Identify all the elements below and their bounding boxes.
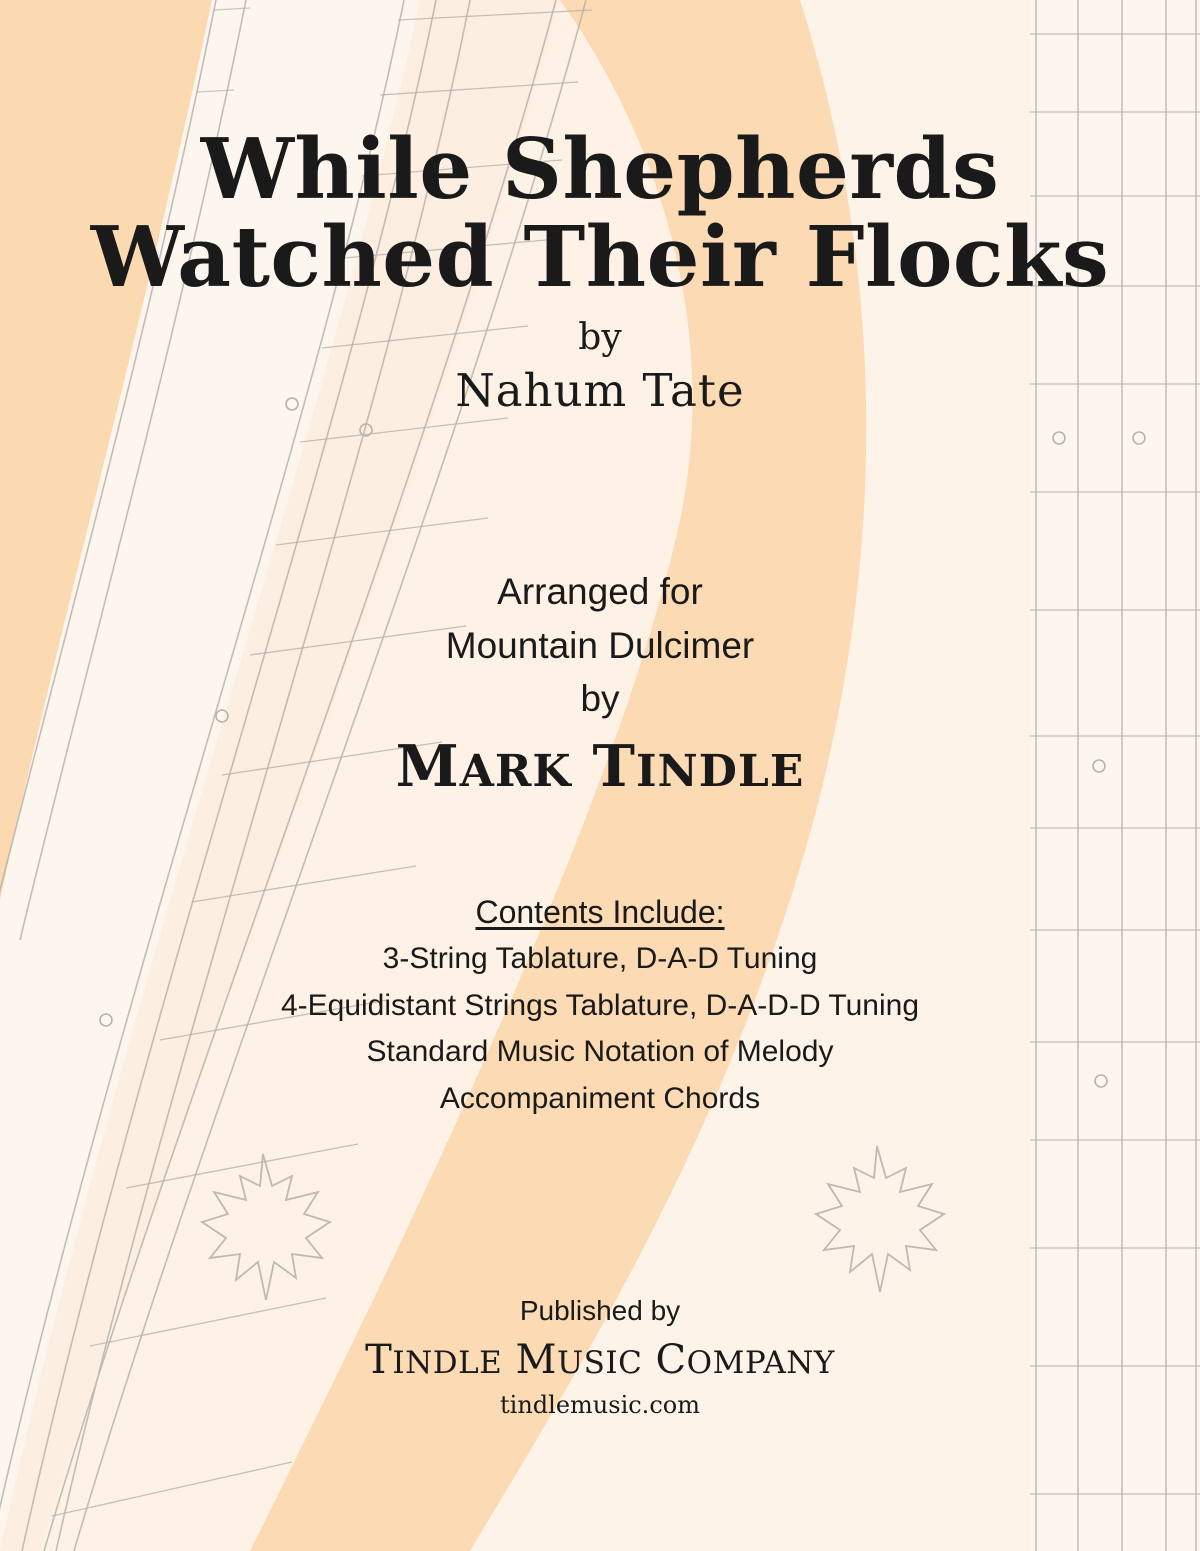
arranger-first-initial: M <box>395 732 460 800</box>
arranged-by-label: by <box>580 678 620 720</box>
composer-by-label: by <box>578 316 622 358</box>
publisher-initial-3: C <box>655 1337 687 1384</box>
page-title-line-1: While Shepherds <box>200 120 1000 218</box>
publisher-rest-3: OMPANY <box>686 1345 835 1382</box>
contents-item: 4-Equidistant Strings Tablature, D-A-D-D Tuning <box>280 988 920 1022</box>
composer-name: Nahum Tate <box>455 363 745 417</box>
arranger-name <box>0 734 1200 800</box>
arranged-for-label: Arranged for <box>497 571 703 612</box>
title-block <box>0 120 1200 417</box>
contents-block <box>0 888 1200 1122</box>
publisher-block <box>0 1293 1200 1420</box>
arrangement-block <box>0 565 1200 799</box>
contents-item: Standard Music Notation of Melody <box>366 1035 834 1068</box>
publisher-rest-2: USIC <box>557 1345 643 1382</box>
page-title-line-2: Watched Their Flocks <box>90 208 1110 306</box>
publisher-rest-1: INDLE <box>392 1345 503 1382</box>
publisher-initial-1: T <box>365 1337 393 1384</box>
contents-item: 3-String Tablature, D-A-D Tuning <box>382 942 818 975</box>
publisher-initial-2: M <box>515 1337 557 1384</box>
instrument-label: Mountain Dulcimer <box>445 624 755 666</box>
arranger-last-initial: T <box>592 732 636 800</box>
published-by-label: Published by <box>519 1295 681 1326</box>
arranger-last-rest: INDLE <box>635 745 805 797</box>
contents-heading: Contents Include: <box>475 894 725 930</box>
publisher-name <box>0 1337 1200 1383</box>
publisher-website: tindlemusic.com <box>500 1391 700 1420</box>
contents-item: Accompaniment Chords <box>439 1081 761 1115</box>
arranger-first-rest: ARK <box>459 745 572 797</box>
